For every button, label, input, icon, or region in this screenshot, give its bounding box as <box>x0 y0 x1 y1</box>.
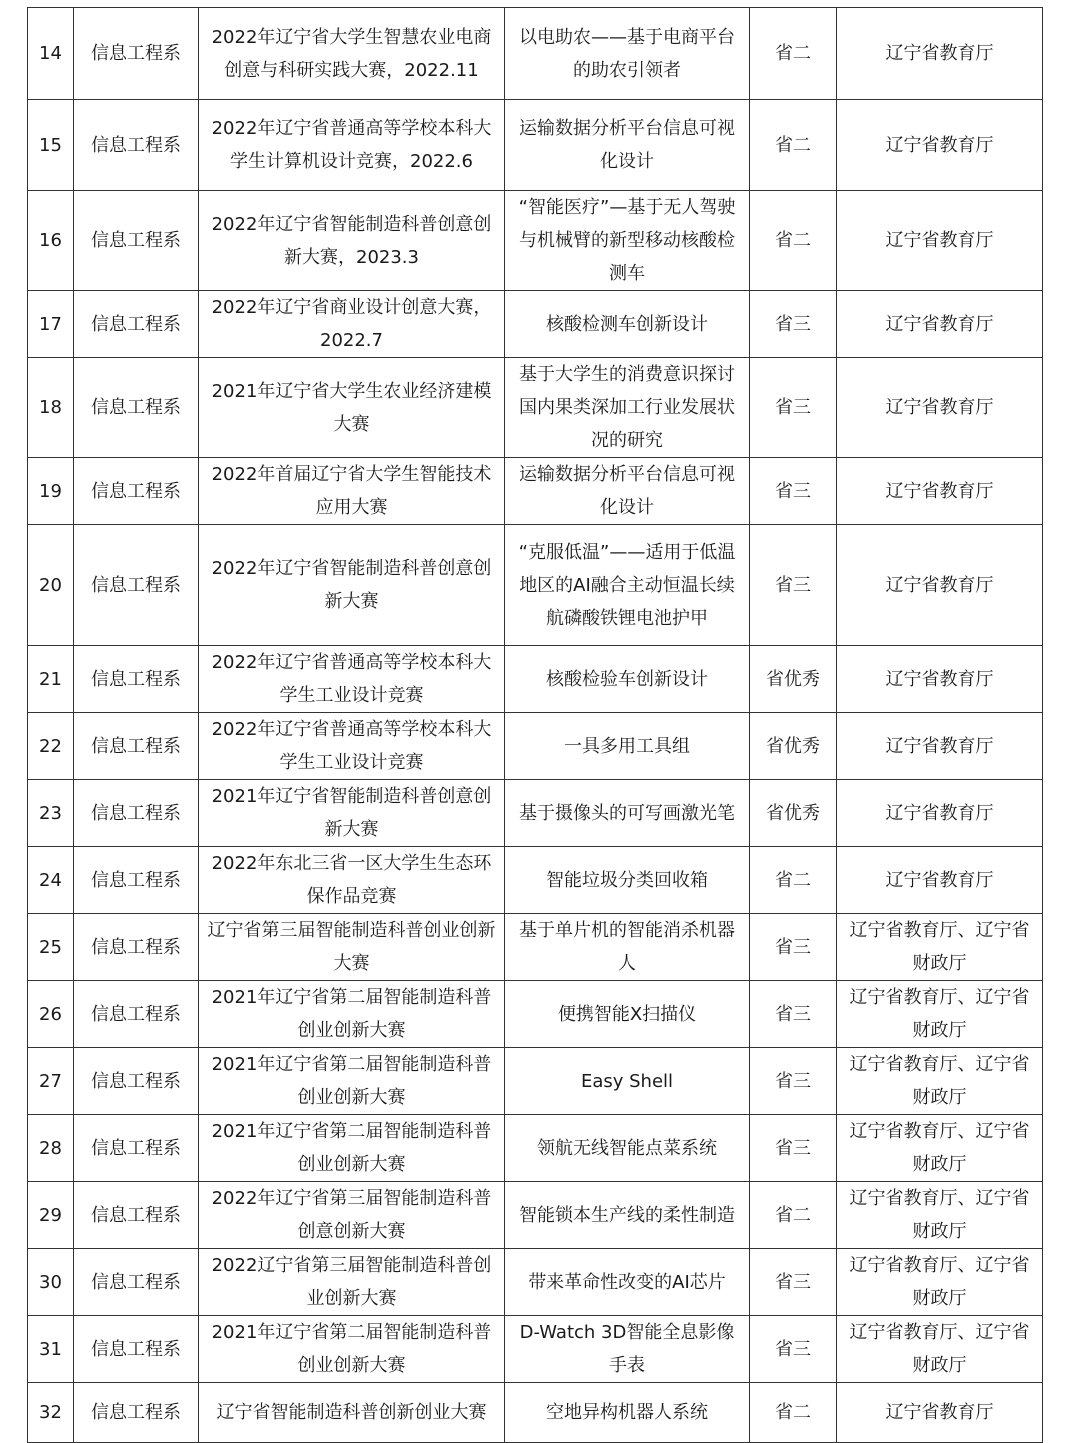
table-row <box>28 1115 1043 1182</box>
project-cell: 运输数据分析平台信息可视化设计 <box>505 458 750 525</box>
organizer-cell: 辽宁省教育厅、辽宁省财政厅 <box>837 981 1043 1048</box>
award-level-cell: 省二 <box>750 8 837 100</box>
project-cell: “克服低温”——适用于低温地区的AI融合主动恒温长续航磷酸铁锂电池护甲 <box>505 525 750 646</box>
row-number: 22 <box>28 713 74 780</box>
competition-cell: 2022年辽宁省智能制造科普创意创新大赛 <box>199 525 505 646</box>
project-cell: D-Watch 3D智能全息影像手表 <box>505 1316 750 1383</box>
department-cell: 信息工程系 <box>74 713 199 780</box>
organizer-cell: 辽宁省教育厅 <box>837 1383 1043 1443</box>
organizer-cell: 辽宁省教育厅 <box>837 358 1043 458</box>
department-cell: 信息工程系 <box>74 8 199 100</box>
department-cell: 信息工程系 <box>74 100 199 191</box>
project-cell: 智能锁本生产线的柔性制造 <box>505 1182 750 1249</box>
row-number: 23 <box>28 780 74 847</box>
project-cell: Easy Shell <box>505 1048 750 1115</box>
department-cell: 信息工程系 <box>74 1316 199 1383</box>
project-cell: 便携智能X扫描仪 <box>505 981 750 1048</box>
competition-cell: 2021年辽宁省第二届智能制造科普创业创新大赛 <box>199 1316 505 1383</box>
organizer-cell: 辽宁省教育厅 <box>837 191 1043 291</box>
award-level-cell: 省三 <box>750 291 837 358</box>
project-cell: 以电助农——基于电商平台的助农引领者 <box>505 8 750 100</box>
row-number: 26 <box>28 981 74 1048</box>
organizer-cell: 辽宁省教育厅 <box>837 8 1043 100</box>
row-number: 32 <box>28 1383 74 1443</box>
organizer-cell: 辽宁省教育厅、辽宁省财政厅 <box>837 1048 1043 1115</box>
row-number: 25 <box>28 914 74 981</box>
organizer-cell: 辽宁省教育厅、辽宁省财政厅 <box>837 914 1043 981</box>
award-level-cell: 省三 <box>750 1316 837 1383</box>
project-cell: 带来革命性改变的AI芯片 <box>505 1249 750 1316</box>
competition-cell: 辽宁省第三届智能制造科普创业创新大赛 <box>199 914 505 981</box>
department-cell: 信息工程系 <box>74 191 199 291</box>
project-cell: 空地异构机器人系统 <box>505 1383 750 1443</box>
row-number: 27 <box>28 1048 74 1115</box>
awards-table-body <box>28 8 1043 1443</box>
organizer-cell: 辽宁省教育厅、辽宁省财政厅 <box>837 1182 1043 1249</box>
competition-cell: 2022年辽宁省第三届智能制造科普创意创新大赛 <box>199 1182 505 1249</box>
row-number: 24 <box>28 847 74 914</box>
department-cell: 信息工程系 <box>74 291 199 358</box>
department-cell: 信息工程系 <box>74 646 199 713</box>
award-level-cell: 省三 <box>750 525 837 646</box>
department-cell: 信息工程系 <box>74 1383 199 1443</box>
table-row <box>28 780 1043 847</box>
table-row <box>28 1048 1043 1115</box>
competition-cell: 2021年辽宁省第二届智能制造科普创业创新大赛 <box>199 981 505 1048</box>
department-cell: 信息工程系 <box>74 1048 199 1115</box>
award-level-cell: 省二 <box>750 1182 837 1249</box>
table-row <box>28 1383 1043 1443</box>
row-number: 18 <box>28 358 74 458</box>
organizer-cell: 辽宁省教育厅 <box>837 291 1043 358</box>
project-cell: 基于摄像头的可写画激光笔 <box>505 780 750 847</box>
table-row <box>28 1316 1043 1383</box>
award-level-cell: 省优秀 <box>750 646 837 713</box>
organizer-cell: 辽宁省教育厅 <box>837 100 1043 191</box>
table-row <box>28 291 1043 358</box>
organizer-cell: 辽宁省教育厅 <box>837 780 1043 847</box>
award-level-cell: 省三 <box>750 1115 837 1182</box>
award-level-cell: 省三 <box>750 1249 837 1316</box>
project-cell: 基于大学生的消费意识探讨国内果类深加工行业发展状况的研究 <box>505 358 750 458</box>
row-number: 17 <box>28 291 74 358</box>
department-cell: 信息工程系 <box>74 780 199 847</box>
row-number: 31 <box>28 1316 74 1383</box>
project-cell: 智能垃圾分类回收箱 <box>505 847 750 914</box>
table-row <box>28 525 1043 646</box>
department-cell: 信息工程系 <box>74 847 199 914</box>
organizer-cell: 辽宁省教育厅 <box>837 525 1043 646</box>
organizer-cell: 辽宁省教育厅 <box>837 847 1043 914</box>
competition-cell: 2022年辽宁省商业设计创意大赛，2022.7 <box>199 291 505 358</box>
project-cell: “智能医疗”—基于无人驾驶与机械臂的新型移动核酸检测车 <box>505 191 750 291</box>
table-row <box>28 847 1043 914</box>
competition-cell: 2021年辽宁省第二届智能制造科普创业创新大赛 <box>199 1115 505 1182</box>
award-level-cell: 省优秀 <box>750 713 837 780</box>
competition-cell: 2021年辽宁省大学生农业经济建模大赛 <box>199 358 505 458</box>
competition-cell: 2022年首届辽宁省大学生智能技术应用大赛 <box>199 458 505 525</box>
table-row <box>28 713 1043 780</box>
department-cell: 信息工程系 <box>74 914 199 981</box>
row-number: 28 <box>28 1115 74 1182</box>
department-cell: 信息工程系 <box>74 525 199 646</box>
organizer-cell: 辽宁省教育厅、辽宁省财政厅 <box>837 1115 1043 1182</box>
row-number: 19 <box>28 458 74 525</box>
row-number: 30 <box>28 1249 74 1316</box>
table-row <box>28 981 1043 1048</box>
competition-cell: 2022年辽宁省大学生智慧农业电商创意与科研实践大赛，2022.11 <box>199 8 505 100</box>
project-cell: 基于单片机的智能消杀机器人 <box>505 914 750 981</box>
row-number: 20 <box>28 525 74 646</box>
award-level-cell: 省二 <box>750 191 837 291</box>
table-row <box>28 8 1043 100</box>
competition-cell: 2022年辽宁省普通高等学校本科大学生计算机设计竞赛，2022.6 <box>199 100 505 191</box>
competition-cell: 2022年东北三省一区大学生生态环保作品竞赛 <box>199 847 505 914</box>
award-level-cell: 省三 <box>750 981 837 1048</box>
table-row <box>28 191 1043 291</box>
row-number: 15 <box>28 100 74 191</box>
table-row <box>28 646 1043 713</box>
table-row <box>28 914 1043 981</box>
row-number: 21 <box>28 646 74 713</box>
award-level-cell: 省三 <box>750 358 837 458</box>
award-level-cell: 省二 <box>750 100 837 191</box>
department-cell: 信息工程系 <box>74 358 199 458</box>
organizer-cell: 辽宁省教育厅 <box>837 713 1043 780</box>
department-cell: 信息工程系 <box>74 1115 199 1182</box>
organizer-cell: 辽宁省教育厅 <box>837 646 1043 713</box>
project-cell: 领航无线智能点菜系统 <box>505 1115 750 1182</box>
competition-cell: 2021年辽宁省智能制造科普创意创新大赛 <box>199 780 505 847</box>
award-level-cell: 省二 <box>750 847 837 914</box>
competition-cell: 2022辽宁省第三届智能制造科普创业创新大赛 <box>199 1249 505 1316</box>
department-cell: 信息工程系 <box>74 1182 199 1249</box>
row-number: 29 <box>28 1182 74 1249</box>
project-cell: 核酸检测车创新设计 <box>505 291 750 358</box>
department-cell: 信息工程系 <box>74 1249 199 1316</box>
table-row <box>28 1182 1043 1249</box>
table-row <box>28 458 1043 525</box>
organizer-cell: 辽宁省教育厅、辽宁省财政厅 <box>837 1249 1043 1316</box>
award-level-cell: 省三 <box>750 914 837 981</box>
award-level-cell: 省优秀 <box>750 780 837 847</box>
row-number: 14 <box>28 8 74 100</box>
award-level-cell: 省三 <box>750 1048 837 1115</box>
department-cell: 信息工程系 <box>74 981 199 1048</box>
table-row <box>28 100 1043 191</box>
organizer-cell: 辽宁省教育厅、辽宁省财政厅 <box>837 1316 1043 1383</box>
project-cell: 一具多用工具组 <box>505 713 750 780</box>
competition-cell: 2022年辽宁省普通高等学校本科大学生工业设计竞赛 <box>199 646 505 713</box>
competition-cell: 2022年辽宁省普通高等学校本科大学生工业设计竞赛 <box>199 713 505 780</box>
project-cell: 核酸检验车创新设计 <box>505 646 750 713</box>
award-level-cell: 省三 <box>750 458 837 525</box>
awards-table <box>27 7 1043 1443</box>
project-cell: 运输数据分析平台信息可视化设计 <box>505 100 750 191</box>
competition-cell: 2021年辽宁省第二届智能制造科普创业创新大赛 <box>199 1048 505 1115</box>
table-row <box>28 1249 1043 1316</box>
department-cell: 信息工程系 <box>74 458 199 525</box>
row-number: 16 <box>28 191 74 291</box>
competition-cell: 2022年辽宁省智能制造科普创意创新大赛，2023.3 <box>199 191 505 291</box>
award-level-cell: 省二 <box>750 1383 837 1443</box>
competition-cell: 辽宁省智能制造科普创新创业大赛 <box>199 1383 505 1443</box>
table-row <box>28 358 1043 458</box>
organizer-cell: 辽宁省教育厅 <box>837 458 1043 525</box>
